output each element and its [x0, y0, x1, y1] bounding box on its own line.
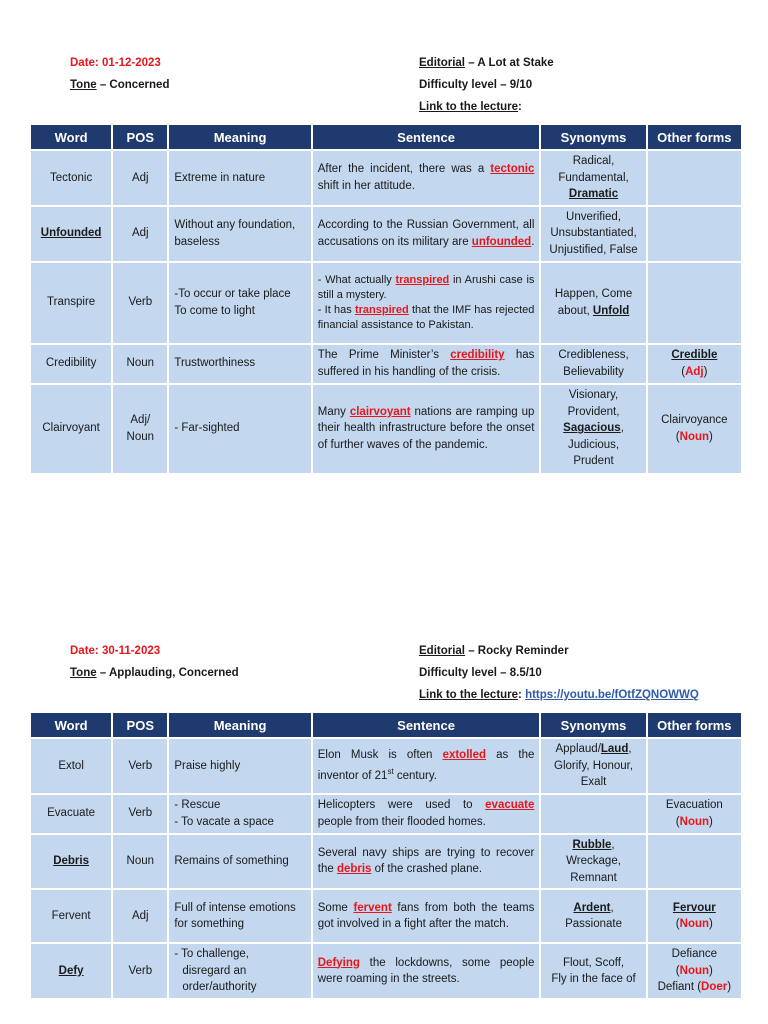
col-sentence: Sentence	[313, 125, 540, 149]
pos-tag: Noun	[679, 964, 710, 977]
highlight-word: Defying	[317, 956, 360, 969]
highlight-word: transpired	[354, 303, 409, 316]
other-forms-cell	[648, 263, 741, 343]
synonym: Provident,	[567, 405, 620, 418]
synonym: about,	[557, 304, 593, 317]
synonym: Prudent	[573, 455, 614, 468]
highlight-word: transpired	[395, 273, 450, 286]
highlight-word: credibility	[450, 349, 505, 361]
table-row	[31, 795, 741, 833]
synonym: Fundamental,	[558, 171, 629, 184]
sentence-text: Elon Musk is often	[317, 749, 443, 762]
col-other-forms: Other forms	[648, 713, 741, 737]
synonym: Radical,	[572, 155, 615, 167]
meaning-line: order/authority	[182, 981, 257, 994]
vocab-table-2	[29, 711, 743, 1000]
word-key: Debris	[53, 855, 89, 867]
difficulty-2: Difficulty level – 8.5/10	[419, 667, 542, 679]
col-word: Word	[31, 125, 111, 149]
meaning-line: -To occur or take place	[174, 288, 291, 300]
sentence-cell	[313, 739, 540, 793]
sentence-text: Helicopters were used to	[317, 799, 486, 811]
other-forms-cell	[648, 151, 741, 205]
other-forms-cell	[648, 739, 741, 793]
tone-value: – Concerned	[96, 79, 170, 91]
highlight-word: debris	[336, 863, 372, 876]
vocab-table-1	[29, 123, 743, 475]
editorial-label: Editorial	[419, 57, 466, 69]
col-synonyms: Synonyms	[541, 125, 645, 149]
other-forms-cell	[648, 890, 741, 942]
difficulty-1: Difficulty level – 9/10	[419, 79, 533, 91]
lecture-link-1	[419, 96, 522, 118]
pos-cell: Noun	[113, 835, 167, 889]
paren: )	[709, 815, 713, 828]
sentence-text: Some	[317, 901, 354, 914]
word-key: Unfounded	[40, 227, 102, 240]
pos-cell: Verb	[113, 263, 167, 343]
pos-tag: Noun	[679, 918, 710, 930]
other-forms-cell	[648, 835, 741, 889]
sentence-text: - What actually	[317, 273, 396, 286]
sentence-text: that the IMF has rejected financial assistance to Pakistan.	[317, 303, 535, 331]
sentence-text: century.	[393, 769, 437, 782]
word-cell: Clairvoyant	[31, 385, 111, 473]
word-cell	[31, 207, 111, 261]
meaning-line: - To challenge,	[174, 948, 249, 961]
table-row	[31, 890, 741, 942]
lecture-link-2	[419, 684, 699, 706]
meaning-cell: Without any foundation, baseless	[169, 207, 310, 261]
word-key: Defy	[58, 964, 84, 977]
tone-1	[70, 74, 169, 96]
link-suffix: :	[518, 101, 522, 113]
sentence-text: Many	[317, 405, 350, 418]
paren: (	[681, 365, 686, 378]
synonym: Unverified,	[566, 210, 622, 223]
word-cell: Transpire	[31, 263, 111, 343]
pos-cell: Adj/ Noun	[113, 385, 167, 473]
col-synonyms: Synonyms	[541, 713, 645, 737]
meaning-cell	[169, 263, 310, 343]
other-forms-cell	[648, 795, 741, 833]
meaning-cell: Remains of something	[169, 835, 310, 889]
other-forms-cell	[648, 345, 741, 383]
synonym: Wreckage,	[566, 855, 621, 867]
paren: (	[675, 815, 680, 828]
synonym: Exalt	[580, 776, 607, 788]
col-pos: POS	[113, 125, 167, 149]
synonym-key: Laud	[600, 743, 629, 755]
synonyms-cell	[541, 944, 645, 998]
synonyms-cell	[541, 207, 645, 261]
highlight-word: extolled	[442, 749, 487, 762]
other-form: Defiance	[671, 948, 718, 961]
synonyms-cell	[541, 345, 645, 383]
sentence-text: The Prime Minister’s	[317, 349, 451, 361]
sentence-text: Several navy ships are trying to recover the	[317, 846, 535, 876]
table-row	[31, 739, 741, 793]
synonym: Credibleness,	[558, 349, 629, 361]
meaning-cell: Full of intense emotions for something	[169, 890, 310, 942]
meaning-line: - To vacate a space	[174, 815, 274, 828]
link-label: Link to the lecture	[419, 101, 519, 113]
other-forms-cell	[648, 207, 741, 261]
synonyms-cell	[541, 151, 645, 205]
sentence-text: nations are ramping up their health infrastructure before the onset of further waves of the pandemic.	[317, 405, 535, 451]
sentence-cell	[313, 944, 540, 998]
sentence-text: in Arushi case is still a mystery.	[317, 273, 535, 301]
paren: )	[703, 365, 708, 378]
synonyms-cell	[541, 795, 645, 833]
highlight-word: tectonic	[490, 163, 535, 176]
col-pos: POS	[113, 713, 167, 737]
meaning-cell: Praise highly	[169, 739, 310, 793]
word-cell: Evacuate	[31, 795, 111, 833]
sentence-cell	[313, 835, 540, 889]
word-cell: Extol	[31, 739, 111, 793]
editorial-value: – Rocky Reminder	[465, 645, 569, 657]
paren: (	[675, 430, 680, 443]
synonym: Glorify, Honour,	[554, 759, 634, 772]
sentence-cell	[313, 385, 540, 473]
tone-2	[70, 662, 239, 684]
col-sentence: Sentence	[313, 713, 540, 737]
sentence-cell	[313, 795, 540, 833]
col-meaning: Meaning	[169, 125, 310, 149]
table-row	[31, 835, 741, 889]
synonym-key: Ardent	[573, 901, 611, 914]
date-2: Date: 30-11-2023	[70, 645, 161, 657]
meaning-line: disregard an	[182, 964, 247, 977]
synonym-key: Sagacious	[563, 422, 621, 435]
table-row	[31, 345, 741, 383]
pos-cell: Adj	[113, 207, 167, 261]
other-forms-cell: Defiance (Noun) Defiant (Doer)	[648, 944, 741, 998]
header-row	[31, 713, 741, 737]
table-row	[31, 944, 741, 998]
tone-value: – Applauding, Concerned	[96, 667, 239, 679]
table-row	[31, 151, 741, 205]
sentence-cell	[313, 345, 540, 383]
synonyms-cell: Visionary, Provident, Sagacious, Judicious, Prudent	[541, 385, 645, 473]
synonyms-cell: Applaud/Laud, Glorify, Honour, Exalt	[541, 739, 645, 793]
highlight-word: clairvoyant	[349, 405, 411, 418]
word-cell: Fervent	[31, 890, 111, 942]
header-row	[31, 125, 741, 149]
sentence-cell	[313, 263, 540, 343]
meaning-cell: - Far-sighted	[169, 385, 310, 473]
word-cell	[31, 835, 111, 889]
synonym-key: Unfold	[592, 304, 630, 317]
sentence-text: the lockdowns, some people were roaming in the streets.	[317, 956, 535, 985]
sentence-cell	[313, 207, 540, 261]
paren: )	[709, 430, 713, 443]
pos-cell: Noun	[113, 345, 167, 383]
word-cell	[31, 944, 111, 998]
table-row	[31, 385, 741, 473]
other-form-key: Fervour	[672, 901, 716, 914]
synonym: Unjustified, False	[549, 243, 638, 256]
synonym: Flout, Scoff,	[562, 956, 625, 969]
pos-tag: Noun	[679, 815, 710, 828]
pos-cell: Verb	[113, 739, 167, 793]
table-row	[31, 207, 741, 261]
synonyms-cell: Ardent, Passionate	[541, 890, 645, 942]
other-forms-cell	[648, 385, 741, 473]
sentence-text: According to the Russian Government, all accusations on its military are	[317, 219, 535, 248]
pos-cell: Verb	[113, 944, 167, 998]
sentence-cell	[313, 151, 540, 205]
synonyms-cell	[541, 263, 645, 343]
col-meaning: Meaning	[169, 713, 310, 737]
other-form: Evacuation	[665, 799, 723, 811]
sentence-text: After the incident, there was a	[317, 163, 491, 176]
editorial-1	[419, 52, 554, 74]
editorial-label: Editorial	[419, 645, 466, 657]
tone-label: Tone	[70, 667, 97, 679]
word-cell: Credibility	[31, 345, 111, 383]
pos-cell: Adj	[113, 890, 167, 942]
meaning-cell	[169, 795, 310, 833]
synonym: Remnant	[570, 871, 617, 884]
editorial-value: – A Lot at Stake	[465, 57, 554, 69]
synonym: Fly in the face of	[551, 973, 636, 985]
synonym-key: Rubble	[572, 838, 612, 851]
meaning-cell	[169, 944, 310, 998]
sentence-text: - It has	[317, 303, 355, 316]
highlight-word: evacuate	[485, 799, 535, 811]
word-cell: Tectonic	[31, 151, 111, 205]
meaning-cell: Trustworthiness	[169, 345, 310, 383]
synonym-key: Dramatic	[568, 188, 619, 200]
pos-tag: Doer	[701, 981, 728, 994]
pos-tag: Adj	[685, 365, 704, 378]
synonym: Happen, Come	[554, 288, 633, 300]
sentence-cell	[313, 890, 540, 942]
synonym: Passionate	[565, 918, 622, 930]
sentence-text: people from their flooded homes.	[317, 815, 486, 828]
highlight-word: fervent	[353, 901, 392, 914]
other-form: Defiant	[657, 981, 695, 994]
col-word: Word	[31, 713, 111, 737]
pos-cell: Adj	[113, 151, 167, 205]
sentence-text: as the inventor of 21	[317, 749, 535, 782]
table-row	[31, 263, 741, 343]
sentence-text: of the crashed plane.	[371, 863, 483, 876]
synonym: Judicious,	[567, 438, 620, 451]
sentence-text: .	[531, 235, 535, 248]
synonym: Visionary,	[568, 389, 619, 402]
paren: )	[709, 918, 713, 930]
meaning-cell: Extreme in nature	[169, 151, 310, 205]
synonym: Applaud/	[555, 743, 601, 755]
link-suffix: :	[518, 689, 526, 701]
sentence-text: shift in her attitude.	[317, 179, 415, 192]
synonym: Believability	[563, 365, 624, 378]
sentence-text: fans from both the teams got involved in a fight after the match.	[317, 901, 535, 930]
other-form-key: Credible	[671, 349, 718, 361]
col-other-forms: Other forms	[648, 125, 741, 149]
lecture-url[interactable]: https://youtu.be/fOtfZQNOWWQ	[525, 689, 699, 701]
synonym: Unsubstantiated,	[550, 227, 637, 240]
tone-label: Tone	[70, 79, 97, 91]
link-label: Link to the lecture	[419, 689, 519, 701]
highlight-word: unfounded	[471, 235, 532, 248]
pos-tag: Noun	[679, 430, 710, 443]
pos-cell: Verb	[113, 795, 167, 833]
synonyms-cell: Rubble, Wreckage, Remnant	[541, 835, 645, 889]
paren: (	[675, 918, 680, 930]
sentence-text: has suffered in his handling of the crisis.	[317, 349, 535, 378]
date-1: Date: 01-12-2023	[70, 57, 161, 69]
other-form: Clairvoyance	[661, 414, 728, 426]
editorial-2	[419, 640, 569, 662]
meaning-line: - Rescue	[174, 799, 221, 811]
meaning-line: To come to light	[174, 304, 255, 317]
superscript: st	[387, 766, 394, 776]
